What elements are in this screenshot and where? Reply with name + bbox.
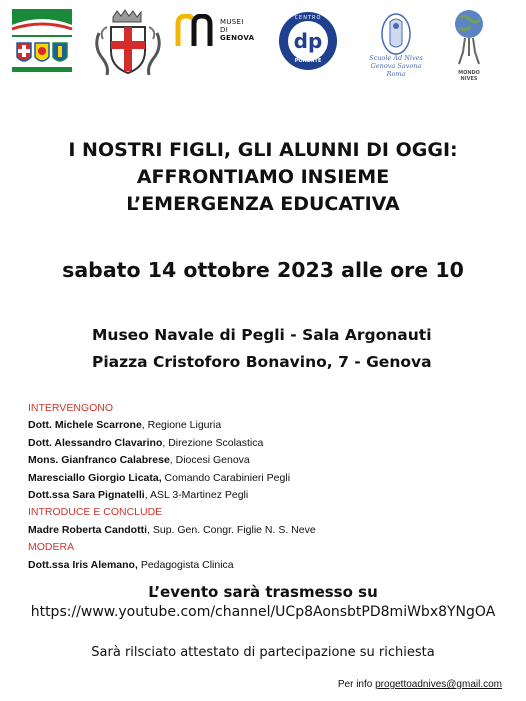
introducer-name: Madre Roberta Candotti bbox=[28, 523, 148, 536]
musei-line3: GENOVA bbox=[220, 34, 255, 42]
contact-info bbox=[338, 679, 502, 690]
logo-strip bbox=[0, 0, 526, 95]
venue-line-1: Museo Navale di Pegli - Sala Argonauti bbox=[92, 326, 432, 344]
info-prefix: Per info bbox=[337, 679, 373, 690]
title-line-2: AFFRONTIAMO INSIEME bbox=[136, 166, 390, 188]
event-title bbox=[0, 137, 526, 218]
event-venue bbox=[92, 322, 432, 376]
speaker-role: , Diocesi Genova bbox=[169, 454, 250, 467]
regione-liguria-logo bbox=[9, 9, 75, 77]
youtube-channel-link[interactable]: https://www.youtube.com/channel/UCp8AonsbtPD8miWbx8YNgOA bbox=[30, 604, 496, 620]
introducer-role: , Sup. Gen. Congr. Figlie N. S. Neve bbox=[147, 523, 316, 536]
mondo-text2: NIVES bbox=[460, 76, 478, 82]
svg-text:dp: dp bbox=[293, 29, 323, 53]
event-date: sabato 14 ottobre 2023 alle ore 10 bbox=[62, 258, 464, 282]
speaker-name: Dott. Michele Scarrone bbox=[28, 419, 142, 432]
mondo-nives-logo bbox=[452, 8, 486, 86]
musei-di-genova-logo bbox=[175, 14, 265, 54]
genova-coat-of-arms-logo bbox=[91, 9, 165, 77]
centro-top-text: CENTRO bbox=[294, 15, 322, 21]
moderator-role: Pedagogista Clinica bbox=[137, 558, 234, 571]
introducer-row bbox=[28, 522, 316, 539]
speaker-name: Maresciallo Giorgio Licata, bbox=[28, 471, 162, 484]
moderator-row bbox=[28, 557, 316, 574]
title-line-3: L’EMERGENZA EDUCATIVA bbox=[126, 193, 400, 215]
speaker-name: Dott.ssa Sara Pignatelli bbox=[28, 489, 145, 502]
musei-m-mark-icon bbox=[175, 14, 215, 48]
mondo-text1: MONDO bbox=[458, 70, 480, 76]
section-heading-modera: MODERA bbox=[28, 541, 75, 554]
venue-line-2: Piazza Cristoforo Bonavino, 7 - Genova bbox=[92, 353, 432, 371]
speaker-role: , Direzione Scolastica bbox=[162, 436, 264, 449]
speaker-role: , ASL 3-Martinez Pegli bbox=[144, 489, 249, 502]
title-line-1: I NOSTRI FIGLI, GLI ALUNNI DI OGGI: bbox=[68, 139, 458, 161]
speaker-role: , Regione Liguria bbox=[141, 419, 222, 432]
centro-bottom-text: PONENTE bbox=[294, 58, 322, 64]
scuole-ad-nives-logo bbox=[361, 12, 431, 77]
speaker-role: Comando Carabinieri Pegli bbox=[161, 471, 291, 484]
speaker-name: Dott. Alessandro Clavarino bbox=[28, 436, 163, 449]
scuole-text2: Genova Savona Roma bbox=[370, 62, 422, 78]
speaker-row bbox=[28, 452, 316, 469]
stream-heading: L’evento sarà trasmesso su bbox=[148, 583, 378, 601]
moderator-name: Dott.ssa Iris Alemano, bbox=[28, 558, 138, 571]
speaker-name: Mons. Gianfranco Calabrese bbox=[28, 454, 170, 467]
centro-ponente-logo bbox=[277, 10, 339, 72]
nives-emblem-icon bbox=[361, 12, 431, 57]
scuole-text1: Scuole Ad Nives bbox=[369, 54, 423, 62]
section-heading-introduce: INTRODUCE E CONCLUDE bbox=[28, 506, 163, 519]
speaker-row bbox=[28, 470, 316, 487]
contact-email-link[interactable]: progettoadnives@gmail.com bbox=[375, 679, 502, 690]
musei-line1: MUSEI bbox=[220, 18, 244, 26]
speaker-row bbox=[28, 435, 316, 452]
musei-line2: DI bbox=[220, 26, 229, 34]
program-list bbox=[28, 400, 316, 574]
section-heading-intervengono: INTERVENGONO bbox=[28, 402, 113, 414]
speaker-row bbox=[28, 487, 316, 504]
globe-icon bbox=[452, 8, 486, 68]
speaker-row bbox=[28, 417, 316, 434]
certificate-note: Sarà rilsciato attestato di partecipazione su richiesta bbox=[91, 645, 435, 660]
